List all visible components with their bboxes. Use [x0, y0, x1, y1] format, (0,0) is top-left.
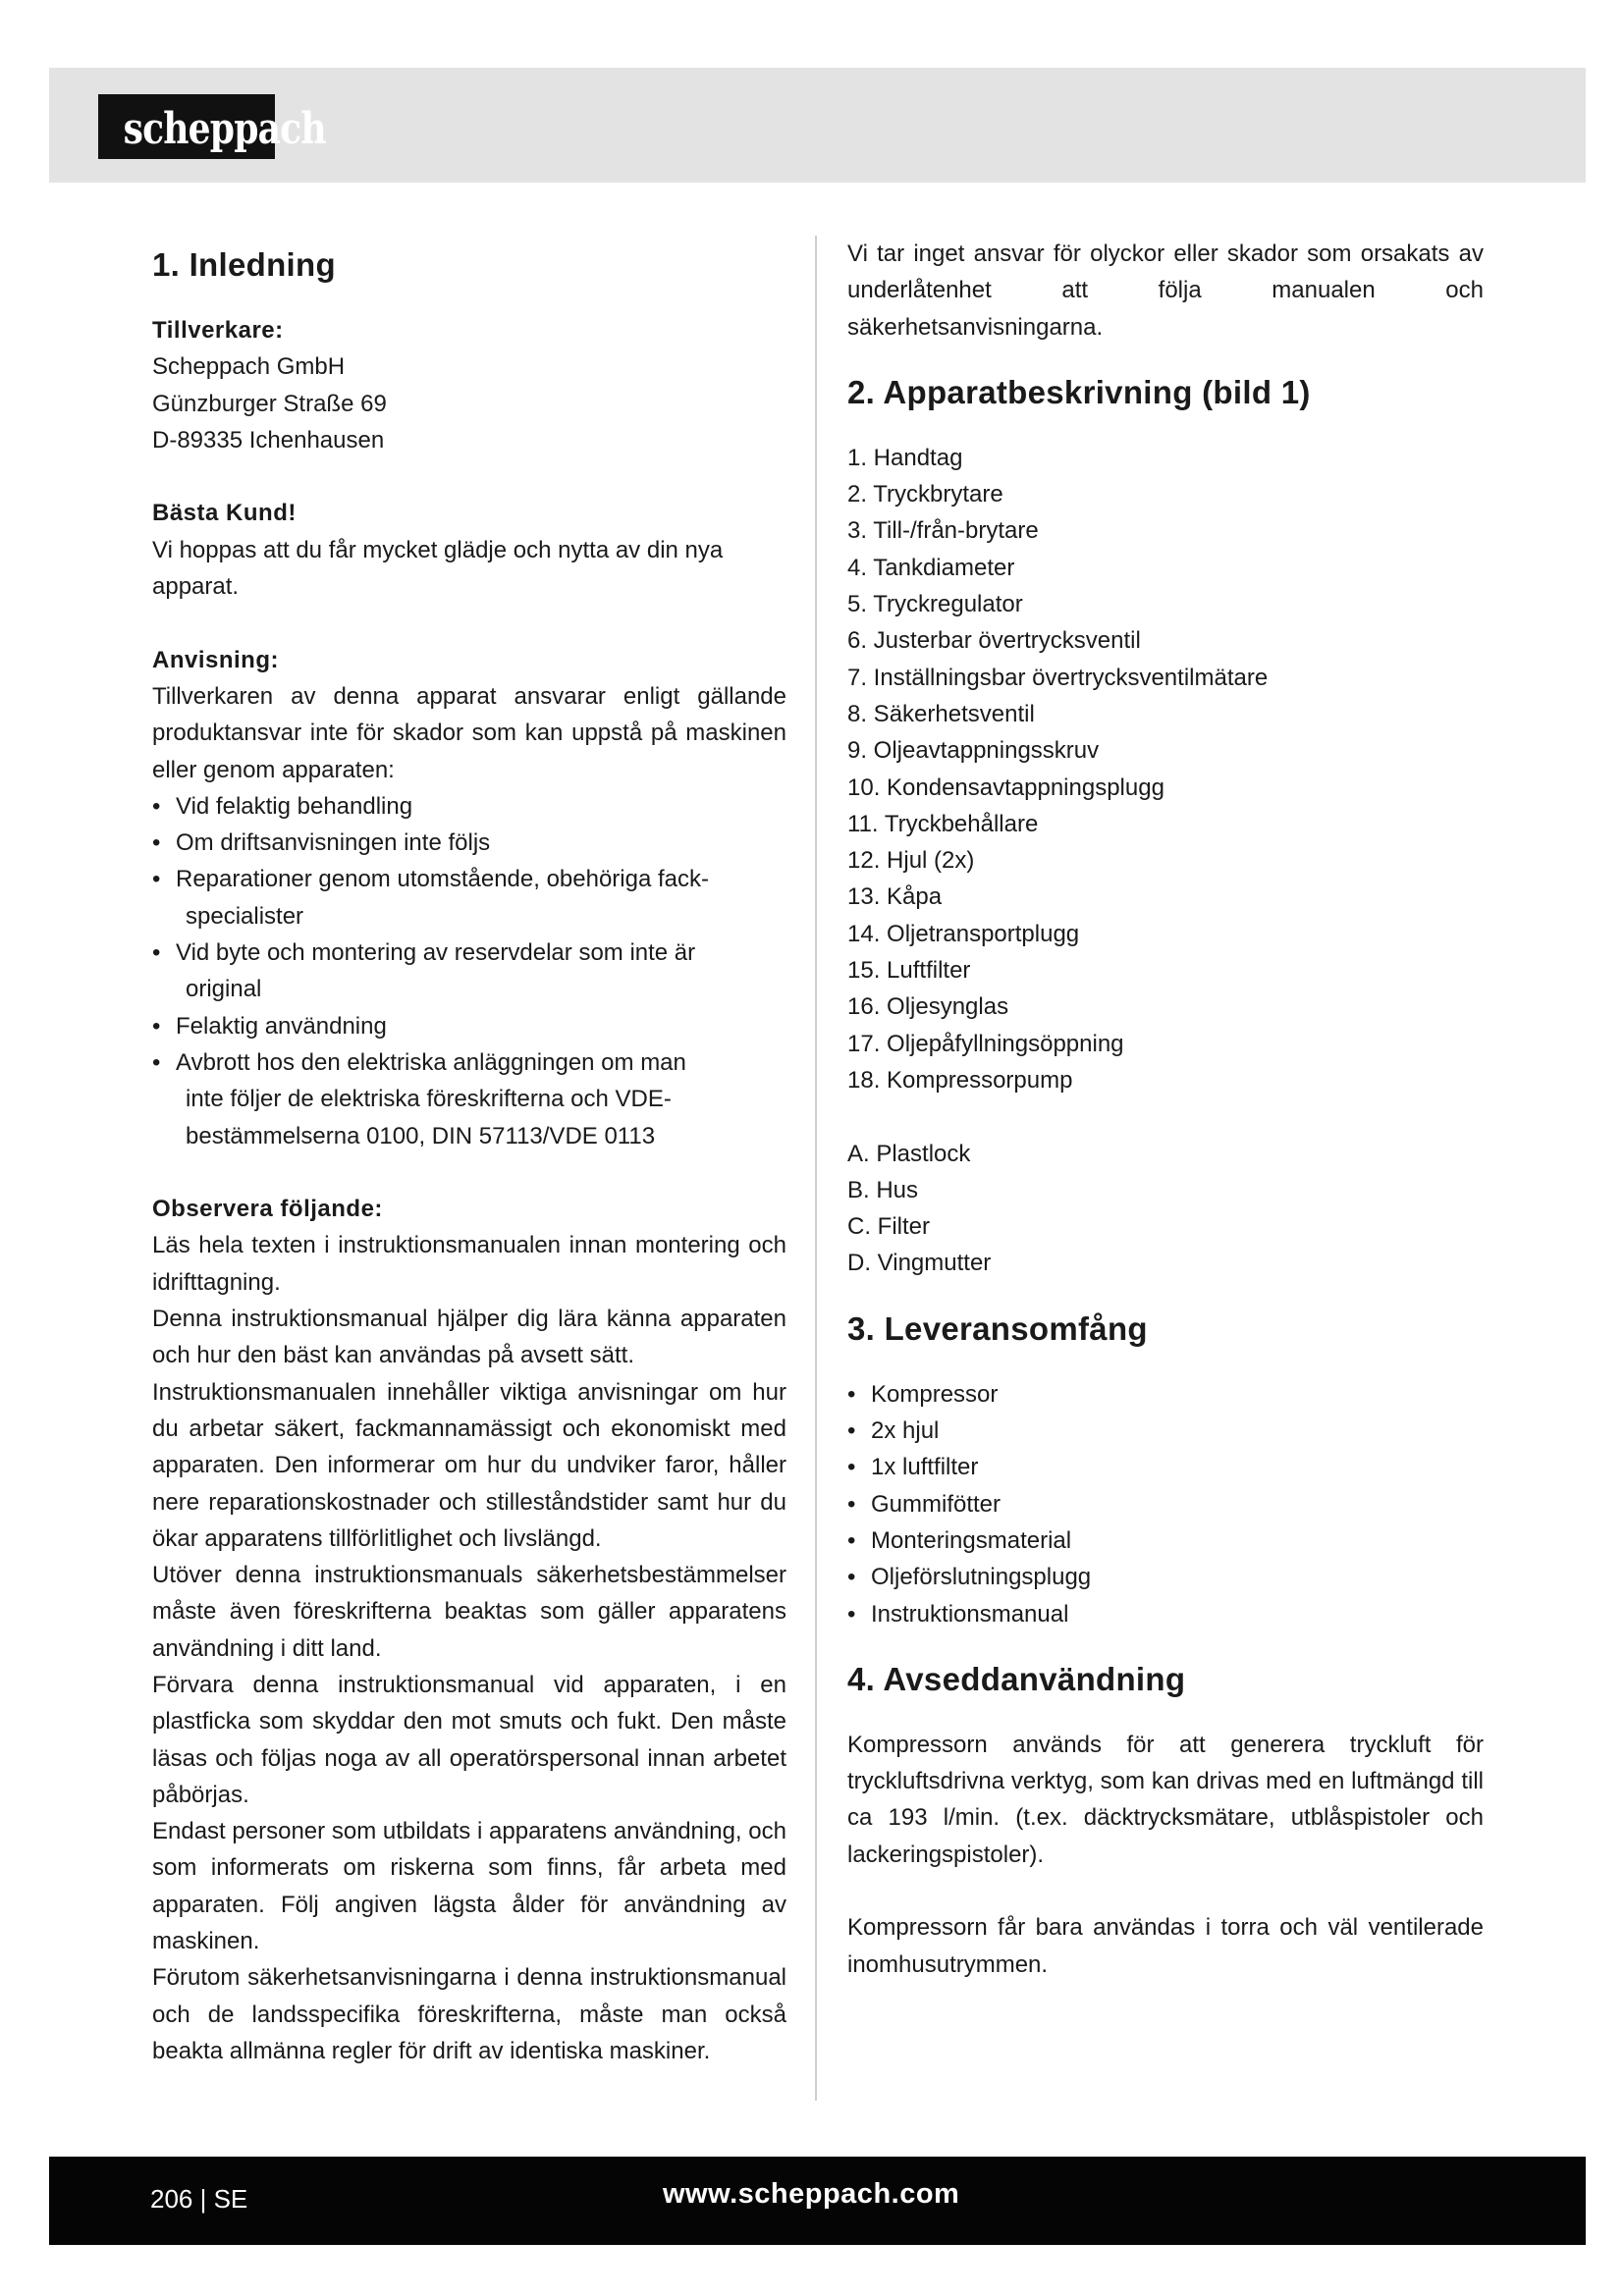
scheppach-logo	[98, 94, 326, 159]
manufacturer-heading: Tillverkare:	[152, 317, 284, 344]
notice-heading: Anvisning:	[152, 646, 279, 673]
delivery-list	[847, 1376, 1484, 1632]
dear-customer-heading: Bästa Kund!	[152, 500, 297, 527]
list-item: • Monteringsmaterial	[847, 1522, 1484, 1559]
list-item: • Oljeförslutningsplugg	[847, 1559, 1484, 1595]
logo-text: scheppach	[123, 104, 326, 154]
right-column	[847, 236, 1484, 1983]
list-item: 10. Kondensavtappningsplugg	[847, 774, 1164, 801]
list-item: • Vid felaktig behandling	[152, 788, 786, 825]
list-item: A. Plastlock	[847, 1140, 971, 1167]
list-item: • 1x luftfilter	[847, 1449, 1484, 1485]
list-item: 16. Oljesynglas	[847, 993, 1009, 1021]
list-item: 11. Tryckbehållare	[847, 810, 1039, 837]
intended-use-paragraph: Kompressorn får bara användas i torra och väl ventilerade inomhusutrymmen.	[847, 1914, 1484, 1978]
list-item: 12. Hjul (2x)	[847, 847, 975, 875]
liability-text: Vi tar inget ansvar för olyckor eller skador som orsakats av underlåtenhet att följa manualen och säkerhetsanvisningarna.	[847, 240, 1484, 341]
list-item: 5. Tryckregulator	[847, 591, 1023, 618]
list-item: • 2x hjul	[847, 1413, 1484, 1449]
manufacturer-line: Günzburger Straße 69	[152, 390, 387, 417]
observe-paragraph: Läs hela texten i instruktionsmanualen innan montering och idrifttagning.	[152, 1232, 786, 1296]
list-item: • Vid byte och montering av reservdelar som inte är original	[152, 934, 786, 1008]
list-item: 14. Oljetransportplugg	[847, 920, 1080, 947]
list-item: 8. Säkerhetsventil	[847, 700, 1035, 727]
list-item: • Instruktionsmanual	[847, 1596, 1484, 1632]
list-item: • Kompressor	[847, 1376, 1484, 1413]
left-column	[152, 236, 786, 2069]
page-header	[49, 68, 1586, 183]
intended-use-paragraph: Kompressorn används för att generera tryckluft för tryckluftsdrivna verktyg, som kan drivas med en luftmängd till ca 193 l/min. (t.ex. däcktrycksmätare, utblåspistoler och lackeringspistoler).	[847, 1731, 1484, 1868]
parts-list	[847, 440, 1484, 1098]
letter-parts-list	[847, 1136, 1484, 1282]
list-item: • Avbrott hos den elektriska anläggningen om man inte följer de elektriska föreskrifterna och VDE-bestämmelserna 0100, DIN 57113/VDE 0113	[152, 1044, 786, 1154]
list-item: C. Filter	[847, 1213, 930, 1241]
manufacturer-line: D-89335 Ichenhausen	[152, 426, 385, 454]
observe-paragraph: Förutom säkerhetsanvisningarna i denna instruktionsmanual och de landsspecifika föreskrifterna, måste man också beakta allmänna regler för drift av identiska maskiner.	[152, 1964, 786, 2064]
section-2-title: 2. Apparatbeskrivning (bild 1)	[847, 373, 1311, 410]
dear-customer-text: Vi hoppas att du får mycket glädje och nytta av din nya apparat.	[152, 536, 724, 601]
list-item: 17. Oljepåfyllningsöppning	[847, 1030, 1124, 1057]
list-item: 9. Oljeavtappningsskruv	[847, 737, 1100, 765]
list-item: 1. Handtag	[847, 444, 963, 471]
list-item: 15. Luftfilter	[847, 957, 971, 985]
notice-text: Tillverkaren av denna apparat ansvarar enligt gällande produktansvar inte för skador som kan uppstå på maskinen eller genom apparaten:	[152, 682, 786, 783]
list-item: 7. Inställningsbar övertrycksventilmätare	[847, 664, 1269, 691]
list-item: 6. Justerbar övertrycksventil	[847, 627, 1141, 655]
section-1-title: 1. Inledning	[152, 246, 336, 283]
list-item: D. Vingmutter	[847, 1250, 992, 1277]
list-item: • Gummifötter	[847, 1486, 1484, 1522]
list-item: 13. Kåpa	[847, 883, 943, 911]
list-item: B. Hus	[847, 1176, 919, 1203]
manufacturer-line: Scheppach GmbH	[152, 353, 346, 381]
list-item: • Felaktig användning	[152, 1008, 786, 1044]
list-item: 18. Kompressorpump	[847, 1066, 1073, 1094]
observe-paragraph: Förvara denna instruktionsmanual vid apparaten, i en plastficka som skyddar den mot smuts och fukt. Den måste läsas och följas noga av all operatörspersonal innan arbetet påbörjas.	[152, 1671, 786, 1808]
list-item: 3. Till-/från-brytare	[847, 517, 1039, 545]
page-number-label: 206 | SE	[150, 2184, 248, 2214]
list-item: • Reparationer genom utomstående, obehöriga fack- specialister	[152, 861, 786, 934]
observe-heading: Observera följande:	[152, 1196, 383, 1223]
page-footer	[49, 2157, 1586, 2245]
list-item: 2. Tryckbrytare	[847, 481, 1003, 508]
observe-paragraph: Utöver denna instruktionsmanuals säkerhetsbestämmelser måste även föreskrifterna beaktas som gäller apparatens användning i ditt land.	[152, 1562, 786, 1662]
list-item: 4. Tankdiameter	[847, 554, 1015, 581]
list-item: • Om driftsanvisningen inte följs	[152, 825, 786, 861]
section-4-title: 4. Avseddanvändning	[847, 1660, 1186, 1697]
column-divider	[815, 236, 817, 2101]
observe-paragraph: Instruktionsmanualen innehåller viktiga anvisningar om hur du arbetar säkert, fackmannamässigt och ekonomiskt med apparaten. Den informerar om hur du undviker faror, håller nere reparationskostnader och stilleståndstider samt hur du ökar apparatens tillförlitlighet och livslängd.	[152, 1378, 786, 1552]
notice-bullet-list	[152, 788, 786, 1154]
website-link[interactable]: www.scheppach.com	[663, 2178, 960, 2210]
observe-paragraph: Denna instruktionsmanual hjälper dig lära känna apparaten och hur den bäst kan användas på avsett sätt.	[152, 1306, 786, 1369]
section-3-title: 3. Leveransomfång	[847, 1309, 1148, 1347]
observe-paragraph: Endast personer som utbildats i apparatens användning, och som informerats om riskerna som finns, får arbeta med apparaten. Följ angiven lägsta ålder för användning av maskinen.	[152, 1818, 786, 1955]
